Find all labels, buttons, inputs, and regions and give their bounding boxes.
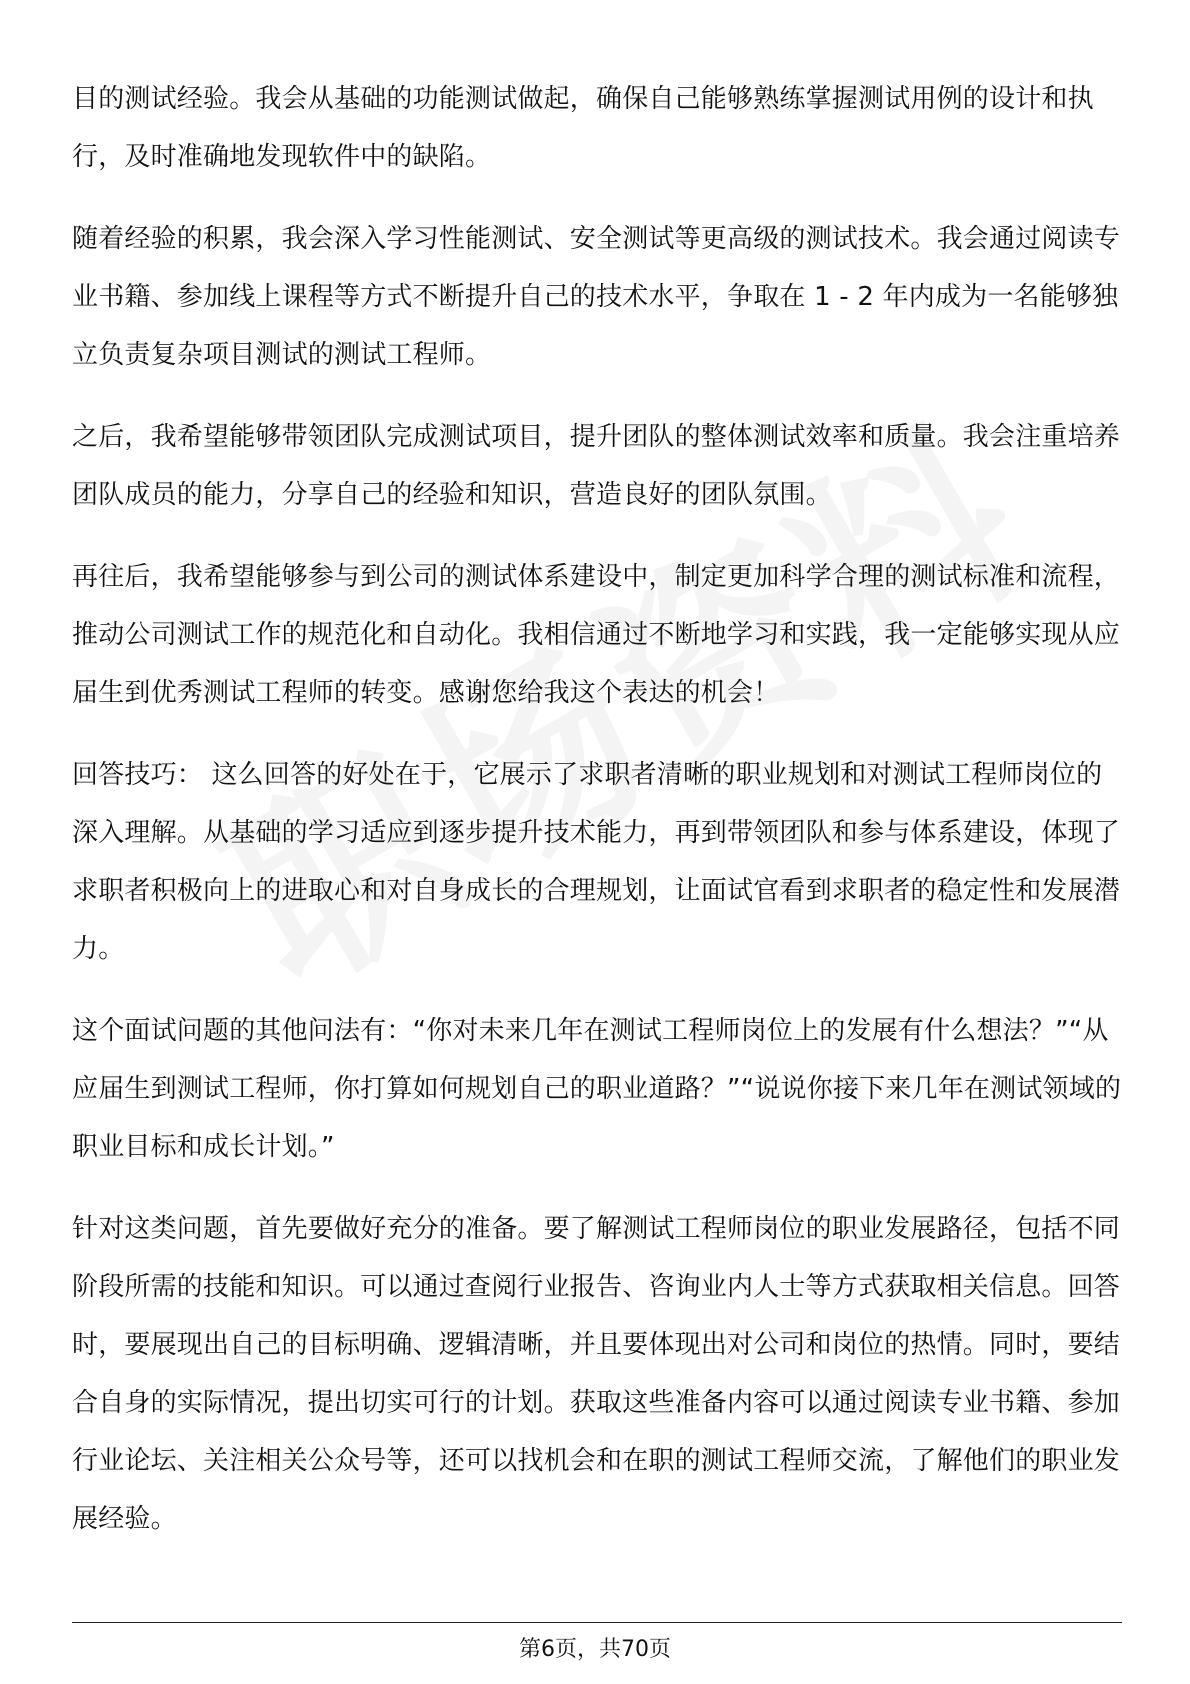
paragraph-3: 之后，我希望能够带领团队完成测试项目，提升团队的整体测试效率和质量。我会注重培养团队成员的能力，分享自己的经验和知识，营造良好的团队氛围。 xyxy=(72,422,1121,510)
footer-divider xyxy=(72,1622,1122,1623)
paragraph-2: 随着经验的积累，我会深入学习性能测试、安全测试等更高级的测试技术。我会通过阅读专业书籍、参加线上课程等方式不断提升自己的技术水平，争取在 1 - 2 年内成为一名能够独立负责复杂项目测试的测试工程师。 xyxy=(72,224,1121,370)
document-body xyxy=(72,70,1122,1572)
paragraph-1: 目的测试经验。我会从基础的功能测试做起，确保自己能够熟练掌握测试用例的设计和执行，及时准确地发现软件中的缺陷。 xyxy=(72,84,1094,172)
paragraph-preparation-advice: 针对这类问题，首先要做好充分的准备。要了解测试工程师岗位的职业发展路径，包括不同阶段所需的技能和知识。可以通过查阅行业报告、咨询业内人士等方式获取相关信息。回答时，要展现出自己的目标明确、逻辑清晰，并且要体现出对公司和岗位的热情。同时，要结合自身的实际情况，提出切实可行的计划。获取这些准备内容可以通过阅读专业书籍、参加行业论坛、关注相关公众号等，还可以找机会和在职的测试工程师交流，了解他们的职业发展经验。 xyxy=(72,1214,1121,1534)
page-number: 第6页，共70页 xyxy=(519,1637,671,1662)
paragraph-answer-tips: 回答技巧： 这么回答的好处在于，它展示了求职者清晰的职业规划和对测试工程师岗位的深入理解。从基础的学习适应到逐步提升技术能力，再到带领团队和参与体系建设，体现了求职者积极向上的进取心和对自身成长的合理规划，让面试官看到求职者的稳定性和发展潜力。 xyxy=(72,760,1121,964)
paragraph-alternate-questions: 这个面试问题的其他问法有：“你对未来几年在测试工程师岗位上的发展有什么想法？”“从应届生到测试工程师，你打算如何规划自己的职业道路？”“说说你接下来几年在测试领域的职业目标和成长计划。” xyxy=(72,1016,1122,1162)
paragraph-4: 再往后，我希望能够参与到公司的测试体系建设中，制定更加科学合理的测试标准和流程，推动公司测试工作的规范化和自动化。我相信通过不断地学习和实践，我一定能够实现从应届生到优秀测试工程师的转变。感谢您给我这个表达的机会！ xyxy=(72,562,1121,708)
